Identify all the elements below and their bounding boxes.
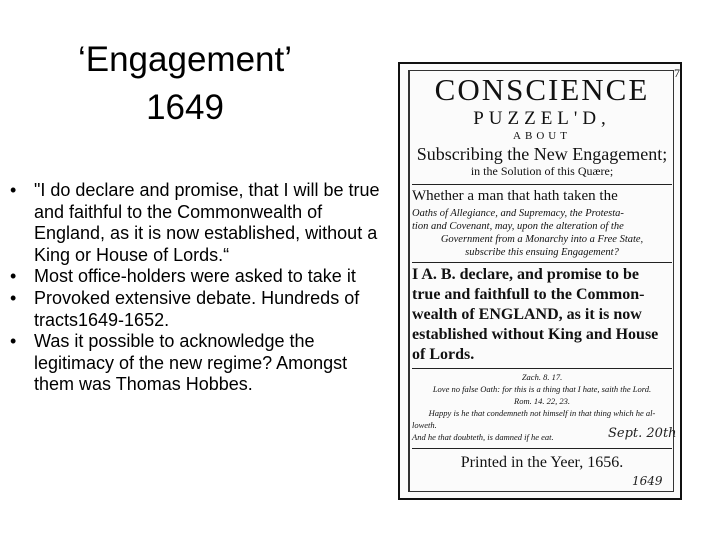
scan-scripture: Happy is he that condemneth not himself in that thing which he al- xyxy=(428,408,656,418)
scan-scripture: Love no false Oath: for this is a thing that I hate, saith the Lord. xyxy=(432,384,652,394)
scan-about: ABOUT xyxy=(513,130,571,142)
handwritten-year: 1649 xyxy=(632,474,663,488)
scan-query-line: tion and Covenant, may, upon the alteration of the xyxy=(412,221,624,232)
scan-subtitle: PUZZEL'D, xyxy=(473,108,611,129)
page-number: 7 xyxy=(674,66,680,80)
scan-declaration-line: established without King and House xyxy=(412,326,659,343)
scan-divider xyxy=(412,448,672,449)
scan-query-line: Oaths of Allegiance, and Supremacy, the Protesta- xyxy=(412,208,624,219)
scan-solution: in the Solution of this Quære; xyxy=(470,164,614,178)
scan-title: CONSCIENCE xyxy=(434,72,650,107)
slide-title xyxy=(20,36,350,132)
bullet-item: • "I do declare and promise, that I will be true and faithful to the Commonwealth of England, as it is now established, without a King or House of Lords.“ xyxy=(10,180,390,266)
bullet-item: • Provoked extensive debate. Hundreds of tracts1649-1652. xyxy=(10,288,390,331)
scan-declaration-line: true and faithfull to the Common- xyxy=(412,286,645,303)
title-page-scan xyxy=(398,62,682,500)
handwritten-date: Sept. 20th xyxy=(608,426,677,441)
scan-declaration-line: of Lords. xyxy=(412,346,475,363)
scan-query-line: subscribe this ensuing Engagement? xyxy=(465,247,619,258)
scan-query-line: Government from a Monarchy into a Free State, xyxy=(440,234,644,245)
scan-declaration-line: I A. B. declare, and promise to be xyxy=(412,266,639,283)
scan-query-line: Whether a man that hath taken the xyxy=(412,188,618,204)
scan-subscribing: Subscribing the New Engagement; xyxy=(416,144,668,164)
scan-declaration-line: wealth of ENGLAND, as it is now xyxy=(412,306,642,323)
scan-scripture: loweth. xyxy=(412,420,437,430)
scan-divider xyxy=(412,368,672,369)
scan-divider xyxy=(412,184,672,185)
bullet-item: • Was it possible to acknowledge the legitimacy of the new regime? Amongst them was Thomas Hobbes. xyxy=(10,331,390,396)
title-line-2: 1649 xyxy=(146,88,224,127)
title-line-1: ‘Engagement’ xyxy=(77,40,293,79)
scan-scripture: Rom. 14. 22, 23. xyxy=(514,396,570,406)
scan-imprint: Printed in the Yeer, 1656. xyxy=(460,454,624,471)
scan-divider xyxy=(412,262,672,263)
bullet-item: • Most office-holders were asked to take it xyxy=(10,266,390,288)
bullet-list xyxy=(10,180,390,396)
scan-scripture: Zach. 8. 17. xyxy=(521,372,563,382)
scan-scripture: And he that doubteth, is damned if he eat. xyxy=(412,432,554,442)
